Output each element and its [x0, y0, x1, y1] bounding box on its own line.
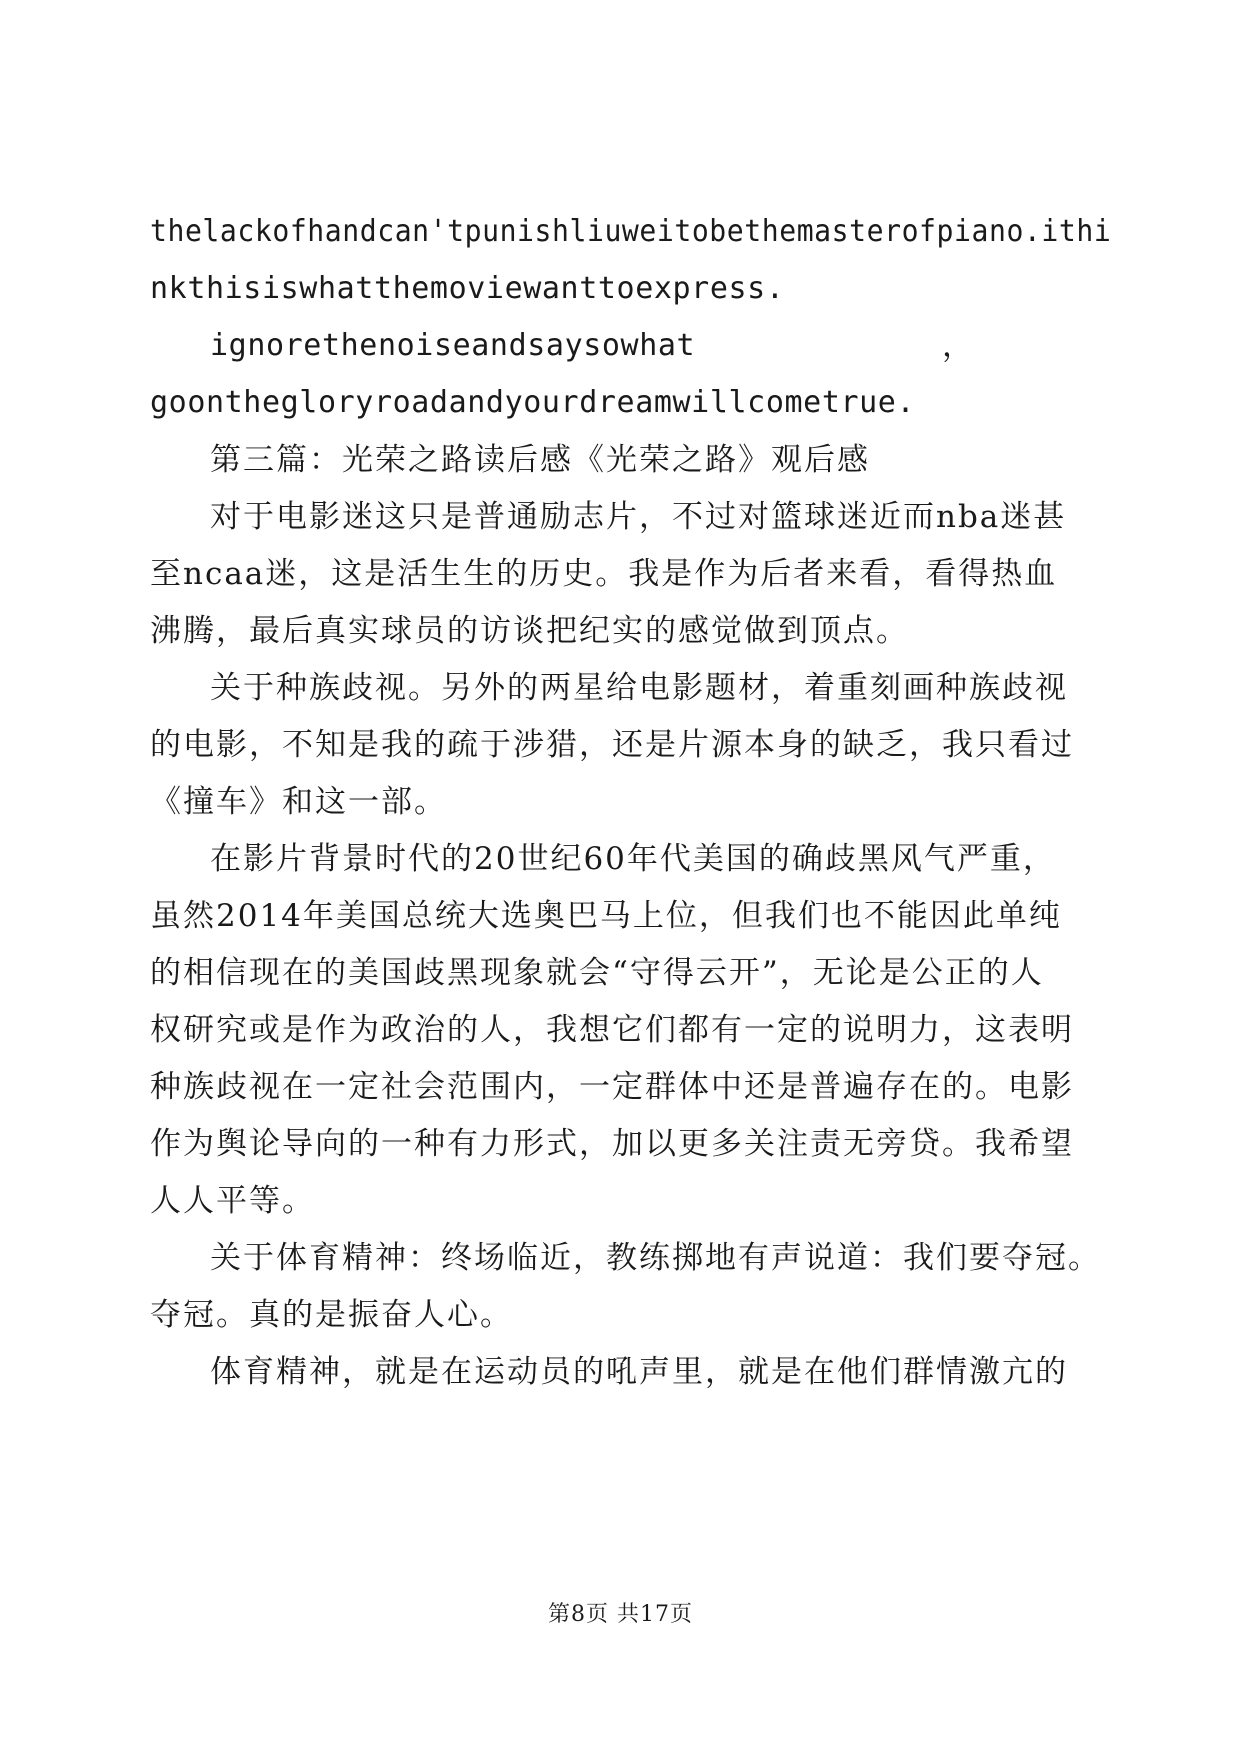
paragraph-line: 人人平等。 [150, 1183, 315, 1219]
paragraph-line: nkthisiswhatthemoviewanttoexpress. [150, 271, 785, 306]
paragraph-line: 的电影，不知是我的疏于涉猎，还是片源本身的缺乏，我只看过 [150, 727, 1074, 763]
paragraph-line: 关于种族歧视。另外的两星给电影题材，着重刻画种族歧视 [210, 670, 1068, 706]
paragraph-line: 的相信现在的美国歧黑现象就会“守得云开”，无论是公正的人 [150, 955, 1044, 991]
paragraph-line: 对于电影迷这只是普通励志片，不过对篮球迷近而nba迷甚 [210, 499, 1067, 535]
paragraph-line: 体育精神，就是在运动员的吼声里，就是在他们群情激亢的 [210, 1354, 1068, 1390]
paragraph-line: 夺冠。真的是振奋人心。 [150, 1297, 513, 1333]
paragraph-line: 《撞车》和这一部。 [150, 784, 447, 820]
section-heading: 第三篇：光荣之路读后感《光荣之路》观后感 [210, 442, 870, 478]
paragraph-line: 作为舆论导向的一种有力形式，加以更多关注责无旁贷。我希望 [150, 1126, 1074, 1162]
page-number-footer: 第8页 共17页 [548, 1602, 693, 1627]
paragraph-line: 权研究或是作为政治的人，我想它们都有一定的说明力，这表明 [150, 1012, 1074, 1048]
paragraph-line: 在影片背景时代的20世纪60年代美国的确歧黑风气严重， [210, 841, 1056, 877]
paragraph-line: ignorethenoiseandsaysowhat [210, 328, 696, 363]
paragraph-line: 关于体育精神：终场临近，教练掷地有声说道：我们要夺冠。 [210, 1240, 1101, 1276]
paragraph-line: 至ncaa迷，这是活生生的历史。我是作为后者来看，看得热血 [150, 556, 1058, 592]
paragraph-line: thelackofhandcan'tpunishliuweitobethemasterofpiano.ithi [150, 214, 1112, 249]
paragraph-line: goonthegloryroadandyourdreamwillcometrue. [150, 385, 916, 420]
paragraph-line: 沸腾，最后真实球员的访谈把纪实的感觉做到顶点。 [150, 613, 909, 649]
paragraph-punctuation: ， [942, 328, 975, 364]
paragraph-line: 种族歧视在一定社会范围内，一定群体中还是普遍存在的。电影 [150, 1069, 1074, 1105]
paragraph-line: 虽然2014年美国总统大选奥巴马上位，但我们也不能因此单纯 [150, 898, 1062, 934]
